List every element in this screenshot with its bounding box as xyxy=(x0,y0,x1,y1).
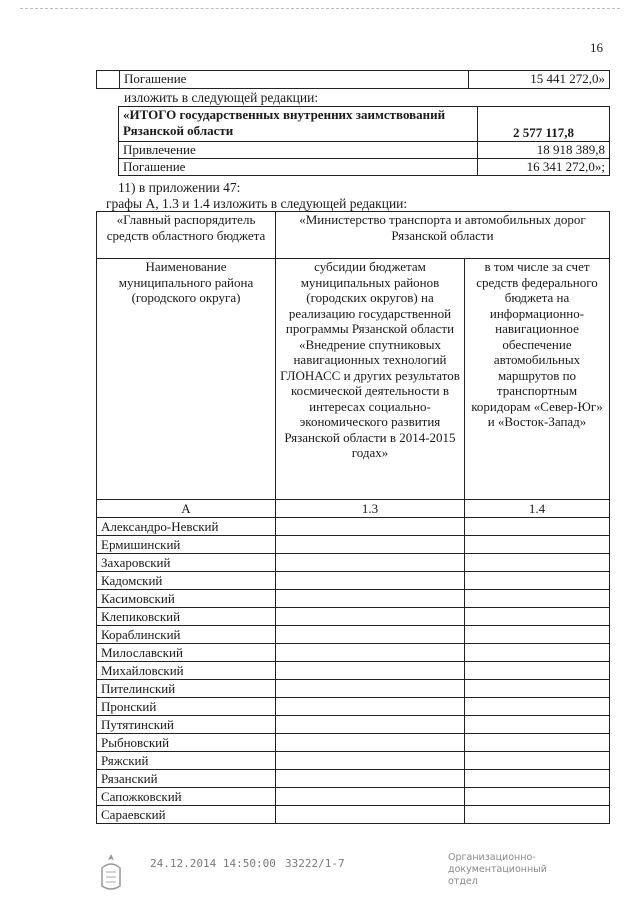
district-name: Михайловский xyxy=(97,662,276,680)
col-13-cell xyxy=(276,698,465,716)
district-name: Пронский xyxy=(97,698,276,716)
row-value: 18 918 389,8 xyxy=(478,142,610,159)
col-13-cell xyxy=(276,572,465,590)
district-name: Пителинский xyxy=(97,680,276,698)
district-name: Ряжский xyxy=(97,752,276,770)
table-row xyxy=(97,662,610,680)
district-name: Путятинский xyxy=(97,716,276,734)
col-14-cell xyxy=(465,518,610,536)
col-14-cell xyxy=(465,806,610,824)
head-left: «Главный распорядитель средств областного бюджета xyxy=(97,212,276,259)
district-name: Касимовский xyxy=(97,590,276,608)
col-14-cell xyxy=(465,716,610,734)
item-heading: 11) в приложении 47: xyxy=(118,180,241,195)
table-row xyxy=(97,572,610,590)
table-row xyxy=(97,518,610,536)
col-14-cell xyxy=(465,734,610,752)
row-value: 16 341 272,0»; xyxy=(478,159,610,176)
footer-department: Организационно-документационный отдел xyxy=(448,852,547,887)
row-label: Погашение xyxy=(119,159,478,176)
district-name: Захаровский xyxy=(97,554,276,572)
col-a-header: Наименование муниципального района (городского округа) xyxy=(97,259,276,500)
table-row xyxy=(97,734,610,752)
district-name: Ермишинский xyxy=(97,536,276,554)
col-13-cell xyxy=(276,680,465,698)
col-14-cell xyxy=(465,554,610,572)
col-13-cell xyxy=(276,608,465,626)
table-row xyxy=(97,554,610,572)
district-name: Клепиковский xyxy=(97,608,276,626)
table-row xyxy=(97,644,610,662)
col-13-cell xyxy=(276,752,465,770)
empty-cell xyxy=(97,71,120,89)
col-14-cell xyxy=(465,536,610,554)
index-row xyxy=(97,500,610,518)
col-14-cell xyxy=(465,680,610,698)
col-13-header: субсидии бюджетам муниципальных районов (городских округов) на реализацию государственной программы Рязанской области «Внедрение спутниковых навигационных технологий ГЛОНАСС и других результатов космической деятельности в интересах социально-экономического развития Рязанской области в 2014-2015 годах» xyxy=(276,259,465,500)
table-row xyxy=(119,159,610,176)
scan-top-edge xyxy=(20,8,620,10)
col-14-cell xyxy=(465,572,610,590)
table-row xyxy=(97,788,610,806)
table-row xyxy=(97,71,610,89)
table-row xyxy=(97,752,610,770)
col-13-cell xyxy=(276,590,465,608)
col-14-cell xyxy=(465,752,610,770)
col-13-cell xyxy=(276,554,465,572)
col-13-cell xyxy=(276,626,465,644)
total-label: «ИТОГО государственных внутренних заимствований Рязанской области xyxy=(119,107,478,142)
columns-instruction: графы А, 1.3 и 1.4 изложить в следующей редакции: xyxy=(106,196,408,211)
table-row xyxy=(97,806,610,824)
page-number: 16 xyxy=(590,40,603,55)
col-14-cell xyxy=(465,788,610,806)
appendix-47-table xyxy=(96,211,610,824)
table-row xyxy=(97,626,610,644)
table-row xyxy=(97,608,610,626)
col-14-cell xyxy=(465,770,610,788)
columns-row xyxy=(97,259,610,500)
previous-table-fragment xyxy=(96,70,610,89)
district-name: Сараевский xyxy=(97,806,276,824)
table-row xyxy=(97,698,610,716)
table-row xyxy=(119,107,610,142)
col-14-cell xyxy=(465,662,610,680)
col-13-cell xyxy=(276,662,465,680)
col-14-header: в том числе за счет средств федерального бюджета на информационно-навигационное обеспечение автомобильных маршрутов по транспортным коридорам «Север-Юг» и «Восток-Запад» xyxy=(465,259,610,500)
idx-13: 1.3 xyxy=(276,500,465,518)
district-rows xyxy=(97,518,610,824)
district-name: Рыбновский xyxy=(97,734,276,752)
row-label: Погашение xyxy=(120,71,469,89)
footer-doc-id: 33222/1-7 xyxy=(285,857,345,870)
edit-instruction: изложить в следующей редакции: xyxy=(124,90,319,105)
col-13-cell xyxy=(276,806,465,824)
row-value: 15 441 272,0» xyxy=(469,71,610,89)
col-13-cell xyxy=(276,734,465,752)
idx-a: А xyxy=(97,500,276,518)
table-row xyxy=(119,142,610,159)
col-14-cell xyxy=(465,608,610,626)
head-right: «Министерство транспорта и автомобильных дорог Рязанской области xyxy=(276,212,610,259)
table-row xyxy=(97,590,610,608)
col-14-cell xyxy=(465,698,610,716)
col-13-cell xyxy=(276,518,465,536)
col-13-cell xyxy=(276,770,465,788)
table-row xyxy=(97,536,610,554)
table-row xyxy=(97,716,610,734)
total-value: 2 577 117,8 xyxy=(478,107,610,142)
row-label: Привлечение xyxy=(119,142,478,159)
table-row xyxy=(97,770,610,788)
footer-datetime: 24.12.2014 14:50:00 xyxy=(150,857,276,870)
col-14-cell xyxy=(465,644,610,662)
col-13-cell xyxy=(276,536,465,554)
district-name: Кадомский xyxy=(97,572,276,590)
district-name: Милославский xyxy=(97,644,276,662)
district-name: Сапожковский xyxy=(97,788,276,806)
table-row xyxy=(97,680,610,698)
district-name: Рязанский xyxy=(97,770,276,788)
borrowings-table xyxy=(118,106,610,176)
col-13-cell xyxy=(276,716,465,734)
stamp-emblem-icon xyxy=(98,852,124,892)
idx-14: 1.4 xyxy=(465,500,610,518)
district-name: Кораблинский xyxy=(97,626,276,644)
col-14-cell xyxy=(465,626,610,644)
header-row xyxy=(97,212,610,259)
district-name: Александро-Невский xyxy=(97,518,276,536)
col-13-cell xyxy=(276,788,465,806)
col-13-cell xyxy=(276,644,465,662)
col-14-cell xyxy=(465,590,610,608)
